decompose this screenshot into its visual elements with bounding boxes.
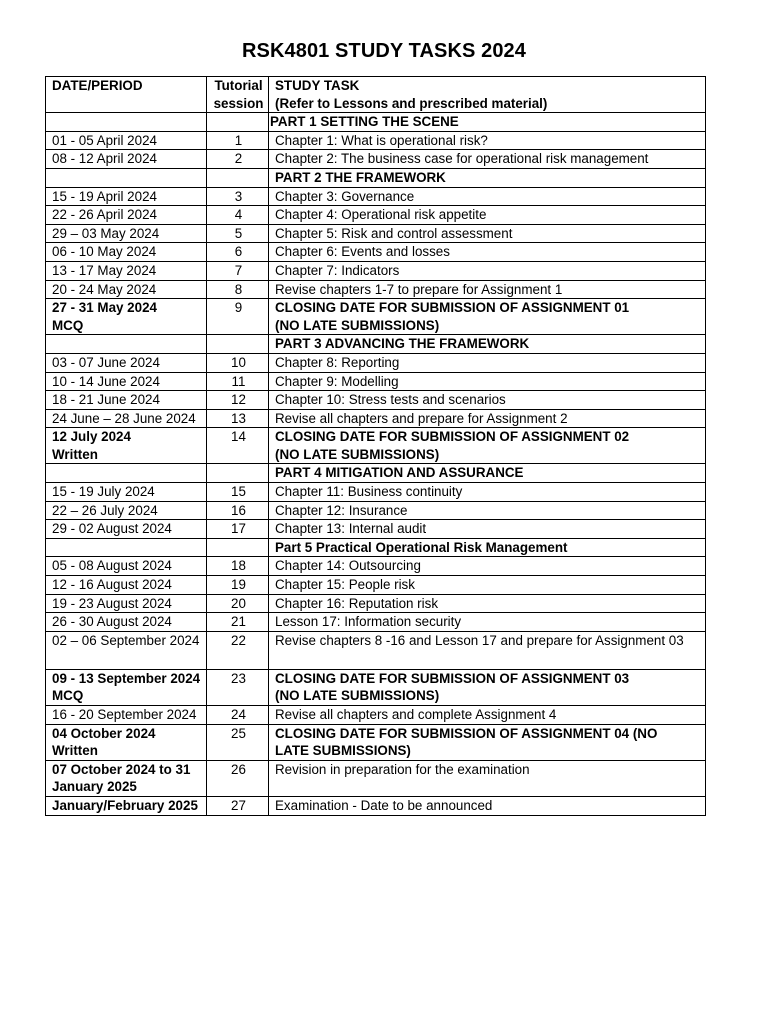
table-row: [46, 409, 706, 428]
task-cell: Chapter 11: Business continuity: [269, 483, 706, 502]
task-cell: Revise chapters 1-7 to prepare for Assignment 1: [269, 280, 706, 299]
session-cell: [207, 168, 269, 187]
date-cell: 07 October 2024 to 31 January 2025: [46, 760, 207, 796]
section-row: [46, 113, 706, 132]
date-cell: 15 - 19 April 2024: [46, 187, 207, 206]
task-cell: Chapter 1: What is operational risk?: [269, 131, 706, 150]
session-cell: 20: [207, 594, 269, 613]
session-cell: 18: [207, 557, 269, 576]
session-cell: 24: [207, 706, 269, 725]
study-task-table: [45, 76, 706, 816]
session-cell: 2: [207, 150, 269, 169]
date-cell: 08 - 12 April 2024: [46, 150, 207, 169]
date-cell: [46, 113, 207, 132]
task-cell: Chapter 5: Risk and control assessment: [269, 224, 706, 243]
session-cell: 25: [207, 724, 269, 760]
task-cell: CLOSING DATE FOR SUBMISSION OF ASSIGNMENT 02 (NO LATE SUBMISSIONS): [269, 428, 706, 464]
date-cell: 12 July 2024 Written: [46, 428, 207, 464]
deadline-row: [46, 669, 706, 705]
deadline-row: [46, 299, 706, 335]
task-cell: Chapter 8: Reporting: [269, 353, 706, 372]
table-row: [46, 613, 706, 632]
session-cell: 1: [207, 131, 269, 150]
deadline-row: [46, 724, 706, 760]
session-cell: 9: [207, 299, 269, 335]
table-row: [46, 187, 706, 206]
section-title: PART 4 MITIGATION AND ASSURANCE: [269, 464, 706, 483]
session-cell: 13: [207, 409, 269, 428]
session-cell: 27: [207, 796, 269, 815]
session-cell: [207, 335, 269, 354]
session-cell: 5: [207, 224, 269, 243]
date-cell: [46, 168, 207, 187]
table-row: [46, 150, 706, 169]
table-row: [46, 280, 706, 299]
deadline-row: [46, 428, 706, 464]
session-cell: 3: [207, 187, 269, 206]
date-cell: 13 - 17 May 2024: [46, 261, 207, 280]
task-cell: CLOSING DATE FOR SUBMISSION OF ASSIGNMENT 04 (NO LATE SUBMISSIONS): [269, 724, 706, 760]
task-cell: Revise all chapters and complete Assignment 4: [269, 706, 706, 725]
date-cell: 29 – 03 May 2024: [46, 224, 207, 243]
section-title: PART 3 ADVANCING THE FRAMEWORK: [269, 335, 706, 354]
header-date: DATE/PERIOD: [46, 77, 207, 113]
task-cell: Chapter 3: Governance: [269, 187, 706, 206]
table-row: [46, 483, 706, 502]
session-cell: 8: [207, 280, 269, 299]
session-cell: 26: [207, 760, 269, 796]
exam-row: [46, 796, 706, 815]
date-cell: 22 - 26 April 2024: [46, 206, 207, 225]
date-cell: 29 - 02 August 2024: [46, 520, 207, 539]
table-row: [46, 224, 706, 243]
table-row: [46, 706, 706, 725]
task-cell: Chapter 16: Reputation risk: [269, 594, 706, 613]
session-cell: [207, 113, 269, 132]
section-row: [46, 168, 706, 187]
date-cell: 18 - 21 June 2024: [46, 391, 207, 410]
session-cell: 6: [207, 243, 269, 262]
date-cell: 02 – 06 September 2024: [46, 631, 207, 669]
table-row: [46, 501, 706, 520]
date-cell: 06 - 10 May 2024: [46, 243, 207, 262]
header-study-task: STUDY TASK (Refer to Lessons and prescribed material): [269, 77, 706, 113]
task-cell: Chapter 13: Internal audit: [269, 520, 706, 539]
date-cell: [46, 538, 207, 557]
date-cell: 15 - 19 July 2024: [46, 483, 207, 502]
session-cell: 22: [207, 631, 269, 669]
task-cell: Chapter 2: The business case for operational risk management: [269, 150, 706, 169]
table-row: [46, 557, 706, 576]
table-row: [46, 576, 706, 595]
session-cell: 4: [207, 206, 269, 225]
date-cell: 27 - 31 May 2024 MCQ: [46, 299, 207, 335]
session-cell: 23: [207, 669, 269, 705]
table-row: [46, 261, 706, 280]
session-cell: 11: [207, 372, 269, 391]
date-cell: 09 - 13 September 2024 MCQ: [46, 669, 207, 705]
task-cell: Chapter 6: Events and losses: [269, 243, 706, 262]
table-row: [46, 391, 706, 410]
task-cell: Chapter 14: Outsourcing: [269, 557, 706, 576]
date-cell: 03 - 07 June 2024: [46, 353, 207, 372]
session-cell: [207, 538, 269, 557]
date-cell: 20 - 24 May 2024: [46, 280, 207, 299]
task-cell: Revision in preparation for the examination: [269, 760, 706, 796]
table-row: [46, 372, 706, 391]
date-cell: January/February 2025: [46, 796, 207, 815]
task-cell: Chapter 12: Insurance: [269, 501, 706, 520]
session-cell: 16: [207, 501, 269, 520]
section-title: Part 5 Practical Operational Risk Management: [269, 538, 706, 557]
revision-row: [46, 760, 706, 796]
date-cell: 19 - 23 August 2024: [46, 594, 207, 613]
section-row: [46, 538, 706, 557]
header-session: Tutorial session: [207, 77, 269, 113]
task-cell: Chapter 4: Operational risk appetite: [269, 206, 706, 225]
date-cell: 24 June – 28 June 2024: [46, 409, 207, 428]
table-row: [46, 131, 706, 150]
date-cell: 26 - 30 August 2024: [46, 613, 207, 632]
table-row: [46, 243, 706, 262]
session-cell: 19: [207, 576, 269, 595]
task-cell: Revise chapters 8 -16 and Lesson 17 and prepare for Assignment 03: [269, 631, 706, 669]
date-cell: 12 - 16 August 2024: [46, 576, 207, 595]
date-cell: 22 – 26 July 2024: [46, 501, 207, 520]
session-cell: 12: [207, 391, 269, 410]
task-cell: CLOSING DATE FOR SUBMISSION OF ASSIGNMENT 01 (NO LATE SUBMISSIONS): [269, 299, 706, 335]
date-cell: 05 - 08 August 2024: [46, 557, 207, 576]
section-row: [46, 335, 706, 354]
date-cell: 04 October 2024 Written: [46, 724, 207, 760]
task-cell: Revise all chapters and prepare for Assignment 2: [269, 409, 706, 428]
table-row: [46, 631, 706, 669]
date-cell: [46, 464, 207, 483]
date-cell: 10 - 14 June 2024: [46, 372, 207, 391]
session-cell: [207, 464, 269, 483]
session-cell: 10: [207, 353, 269, 372]
page-title: RSK4801 STUDY TASKS 2024: [241, 40, 526, 62]
section-title: PART 1 SETTING THE SCENE: [269, 113, 706, 132]
session-cell: 15: [207, 483, 269, 502]
session-cell: 21: [207, 613, 269, 632]
table-row: [46, 520, 706, 539]
section-title: PART 2 THE FRAMEWORK: [269, 168, 706, 187]
date-cell: 01 - 05 April 2024: [46, 131, 207, 150]
table-row: [46, 206, 706, 225]
section-row: [46, 464, 706, 483]
task-cell: Lesson 17: Information security: [269, 613, 706, 632]
session-cell: 7: [207, 261, 269, 280]
table-header-row: [46, 77, 706, 113]
session-cell: 17: [207, 520, 269, 539]
task-cell: Chapter 7: Indicators: [269, 261, 706, 280]
date-cell: 16 - 20 September 2024: [46, 706, 207, 725]
task-cell: Chapter 10: Stress tests and scenarios: [269, 391, 706, 410]
task-cell: Chapter 15: People risk: [269, 576, 706, 595]
task-cell: CLOSING DATE FOR SUBMISSION OF ASSIGNMENT 03 (NO LATE SUBMISSIONS): [269, 669, 706, 705]
date-cell: [46, 335, 207, 354]
table-row: [46, 594, 706, 613]
task-cell: Chapter 9: Modelling: [269, 372, 706, 391]
session-cell: 14: [207, 428, 269, 464]
table-row: [46, 353, 706, 372]
task-cell: Examination - Date to be announced: [269, 796, 706, 815]
